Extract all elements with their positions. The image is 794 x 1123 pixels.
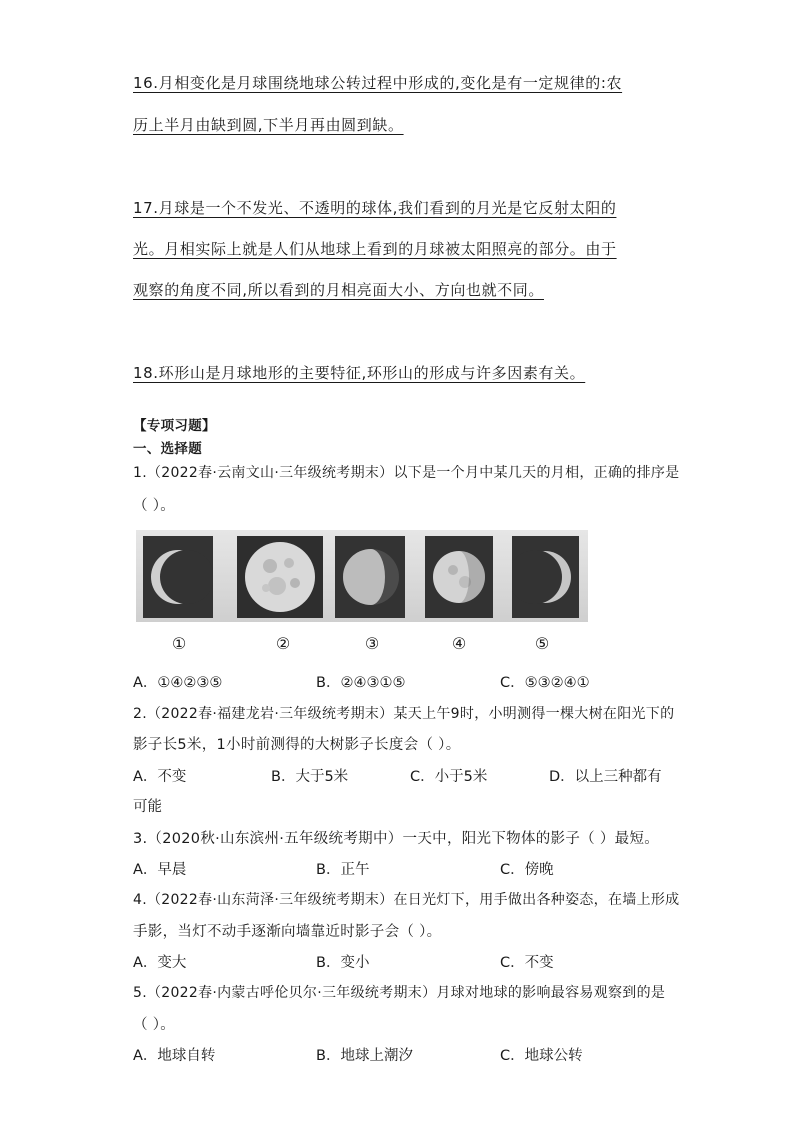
- question-3-option-b[interactable]: B．正午: [316, 862, 370, 878]
- question-2-option-b[interactable]: B．大于5米: [271, 769, 349, 785]
- question-2-option-c[interactable]: C．小于5米: [410, 769, 488, 785]
- question-4-option-a[interactable]: A．变大: [133, 955, 187, 971]
- question-4-option-b[interactable]: B．变小: [316, 955, 370, 971]
- figure-label-4: ④: [451, 634, 467, 653]
- question-5-text: 5.（2022春·内蒙古呼伦贝尔·三年级统考期末）月球对地球的影响最容易观察到的是: [133, 985, 666, 1001]
- answer-18-line-1: 18.环形山是月球地形的主要特征,环形山的形成与许多因素有关。: [133, 364, 586, 382]
- moon-phase-waxing-crescent: [143, 536, 213, 618]
- question-1-option-b[interactable]: B．②④③①⑤: [316, 675, 406, 691]
- moon-phase-waning-gibbous: [335, 536, 405, 618]
- question-1-text: 1.（2022春·云南文山·三年级统考期末）以下是一个月中某几天的月相，正确的排序是: [133, 465, 680, 481]
- moon-phase-waxing-gibbous: [425, 536, 493, 618]
- question-5-option-c[interactable]: C．地球公转: [500, 1048, 583, 1064]
- answer-17-line-2: 光。月相实际上就是人们从地球上看到的月球被太阳照亮的部分。由于: [133, 240, 617, 258]
- question-2-text: 2.（2022春·福建龙岩·三年级统考期末）某天上午9时，小明测得一棵大树在阳光下的: [133, 706, 675, 722]
- question-5-option-b[interactable]: B．地球上潮汐: [316, 1048, 413, 1064]
- section-title: 【专项习题】: [133, 418, 216, 434]
- figure-label-1: ①: [171, 634, 187, 653]
- question-3-option-a[interactable]: A．早晨: [133, 862, 187, 878]
- question-2-option-d-cont: 可能: [133, 799, 162, 815]
- question-5-blank: （ ）。: [133, 1017, 176, 1033]
- question-4-text-cont: 手影，当灯不动手逐渐向墙靠近时影子会（ ）。: [133, 924, 442, 940]
- question-4-text: 4.（2022春·山东菏泽·三年级统考期末）在日光灯下，用手做出各种姿态，在墙上形成: [133, 892, 680, 908]
- question-5-option-a[interactable]: A．地球自转: [133, 1048, 216, 1064]
- question-1-blank: （ ）。: [133, 498, 176, 514]
- answer-16-line-2: 历上半月由缺到圆,下半月再由圆到缺。: [133, 116, 404, 134]
- question-2-option-d[interactable]: D．以上三种都有: [549, 769, 662, 785]
- figure-label-5: ⑤: [534, 634, 550, 653]
- section-subtitle: 一、选择题: [133, 441, 202, 457]
- figure-label-3: ③: [364, 634, 380, 653]
- moon-phase-full-moon: [237, 536, 323, 618]
- answer-16-line-1: 16.月相变化是月球围绕地球公转过程中形成的,变化是有一定规律的:农: [133, 74, 623, 92]
- question-3-text: 3.（2020秋·山东滨州·五年级统考期中）一天中，阳光下物体的影子（ ）最短。: [133, 831, 660, 847]
- moon-phase-waning-crescent: [512, 536, 579, 618]
- question-1-option-a[interactable]: A．①④②③⑤: [133, 675, 223, 691]
- answer-17-line-1: 17.月球是一个不发光、不透明的球体,我们看到的月光是它反射太阳的: [133, 199, 617, 217]
- question-1-option-c[interactable]: C．⑤③②④①: [500, 675, 590, 691]
- answer-17-line-3: 观察的角度不同,所以看到的月相亮面大小、方向也就不同。: [133, 281, 544, 299]
- question-2-text-cont: 影子长5米，1小时前测得的大树影子长度会（ ）。: [133, 737, 461, 753]
- question-4-option-c[interactable]: C．不变: [500, 955, 554, 971]
- figure-label-2: ②: [275, 634, 291, 653]
- question-2-option-a[interactable]: A．不变: [133, 769, 187, 785]
- question-3-option-c[interactable]: C．傍晚: [500, 862, 554, 878]
